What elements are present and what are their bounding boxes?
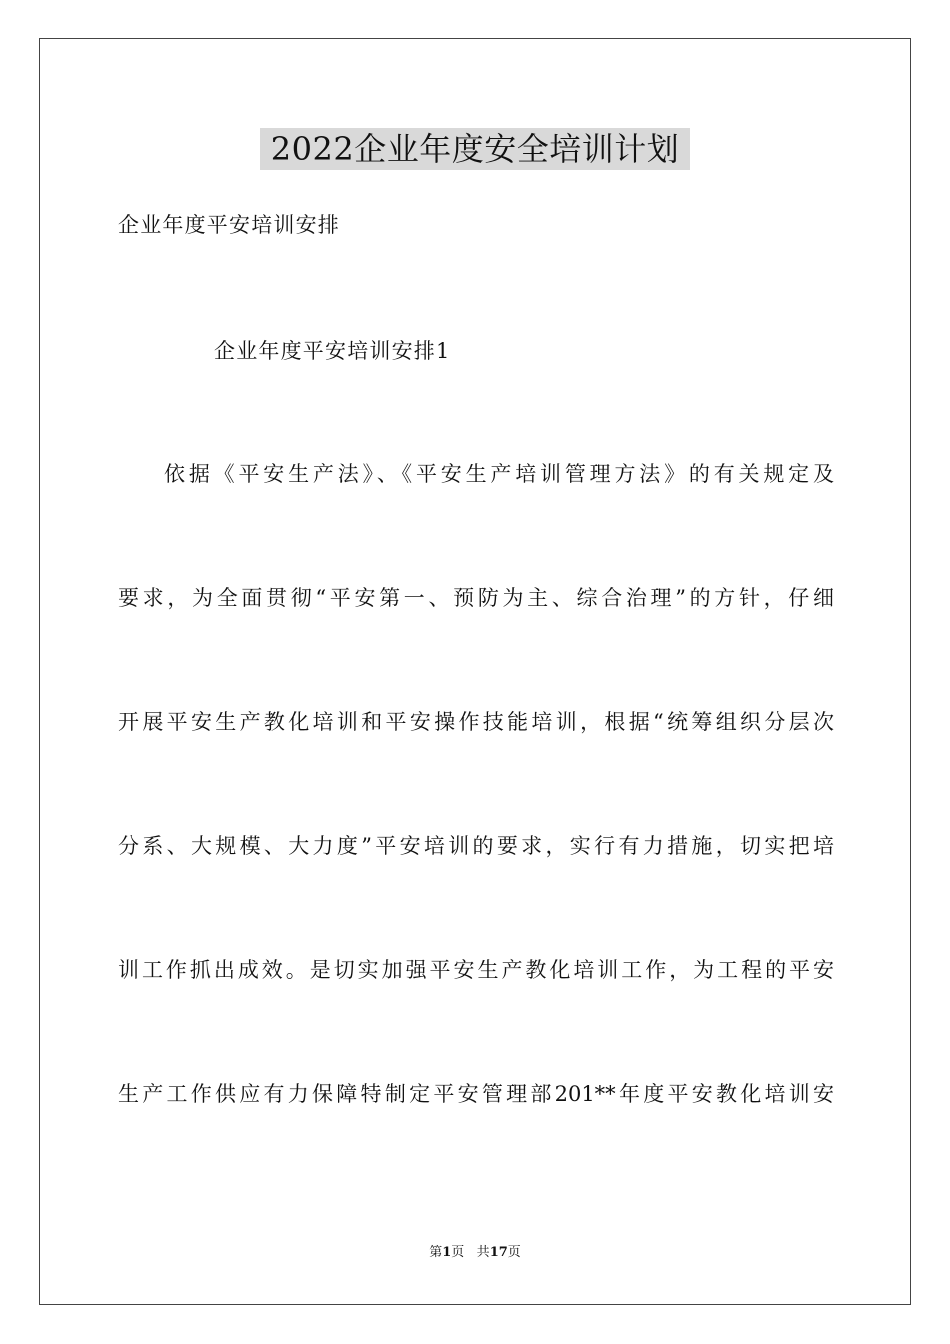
footer-total-prefix: 共 — [476, 1245, 490, 1260]
paragraph-line-2: 要求，为全面贯彻“平安第一、预防为主、综合治理”的方针，仔细 — [118, 586, 834, 610]
page-footer — [0, 1244, 950, 1262]
document-subtitle: 企业年度平安培训安排 — [118, 213, 340, 237]
section-heading: 企业年度平安培训安排1 — [214, 339, 451, 363]
paragraph-line-4: 分系、大规模、大力度”平安培训的要求，实行有力措施，切实把培 — [118, 834, 834, 858]
document-title: 2022企业年度安全培训计划 — [260, 128, 690, 170]
footer-page-prefix: 第 — [429, 1245, 443, 1260]
paragraph-line-3: 开展平安生产教化培训和平安操作技能培训，根据“统筹组织分层次 — [118, 710, 834, 734]
paragraph-line-6: 生产工作供应有力保障特制定平安管理部201**年度平安教化培训安 — [118, 1082, 834, 1106]
paragraph-line-1: 依据《平安生产法》、《平安生产培训管理方法》的有关规定及 — [164, 462, 834, 486]
footer-page-suffix: 页 — [451, 1245, 465, 1260]
paragraph-line-5: 训工作抓出成效。是切实加强平安生产教化培训工作，为工程的平安 — [118, 958, 834, 982]
footer-total-suffix: 页 — [507, 1245, 521, 1260]
footer-page-number: 1 — [442, 1245, 452, 1260]
footer-total-pages: 17 — [489, 1245, 508, 1260]
